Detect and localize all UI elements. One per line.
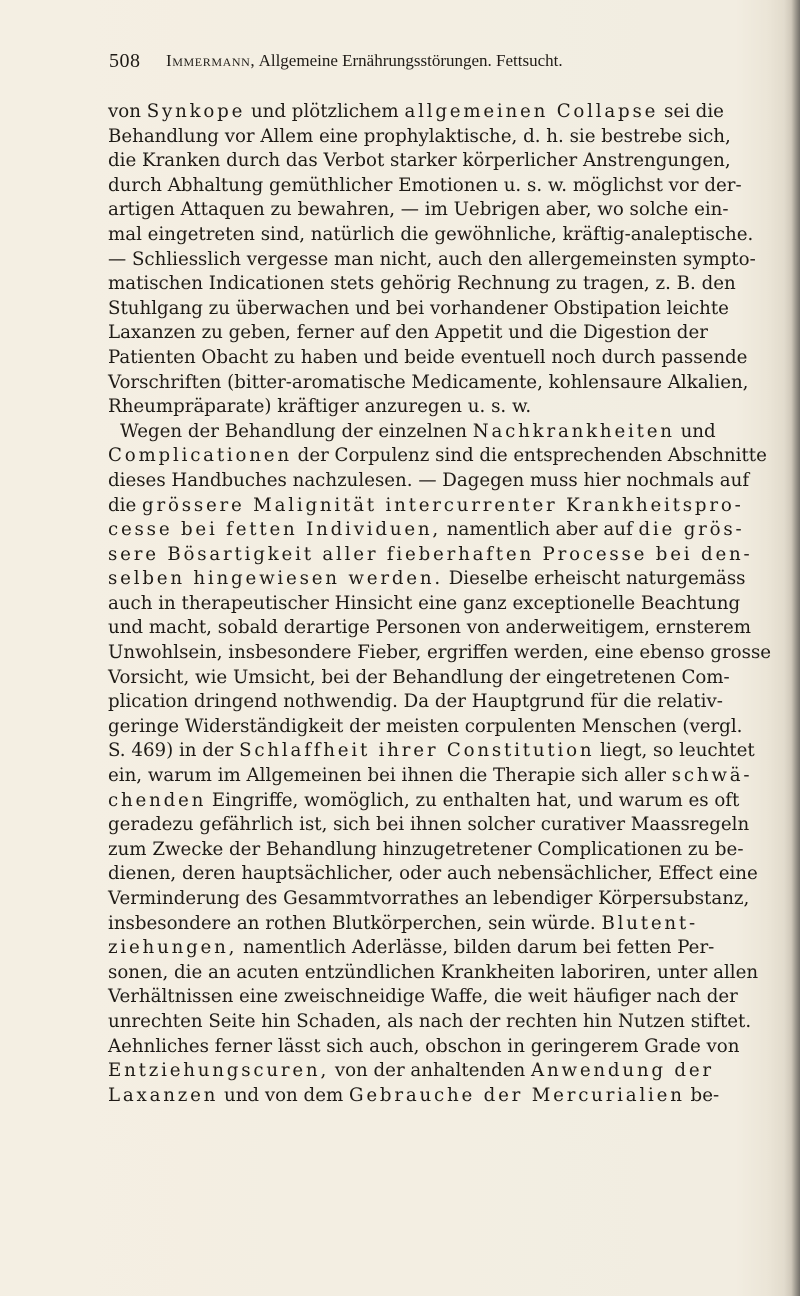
text-segment: der Corpulenz sind die entsprechenden Abschnitte — [291, 445, 767, 467]
spaced-emphasis-text: Entziehungscuren, — [108, 1060, 330, 1082]
text-line — [108, 321, 708, 346]
text-line — [108, 1059, 714, 1084]
text-segment: auch in therapeutischer Hinsicht eine ganz exceptionelle Beachtung — [108, 592, 741, 614]
text-segment: und plötzlichem — [245, 101, 405, 122]
text-segment: Vorschriften (bitter-aromatische Medicamente, kohlensaure Alkalien, — [108, 371, 749, 393]
running-title — [166, 51, 563, 71]
text-segment: — Schliesslich vergesse man nicht, auch den allergemeinsten sympto- — [108, 248, 756, 270]
text-line — [108, 223, 754, 248]
text-line — [108, 789, 740, 814]
spaced-emphasis-text: Schlaffheit ihrer Constitution — [239, 740, 595, 762]
text-segment: Wegen der Behandlung der einzelnen — [120, 420, 473, 442]
running-title-author: Immermann, — [166, 51, 256, 70]
text-line — [108, 641, 772, 666]
text-segment: die — [108, 494, 143, 516]
text-line — [108, 813, 750, 838]
text-segment: Dieselbe erheischt naturgemäss — [442, 568, 746, 590]
spaced-emphasis-text: Blutent- — [601, 912, 698, 934]
text-line — [108, 371, 749, 396]
text-line — [108, 198, 729, 223]
text-segment: artigen Attaquen zu bewahren, — im Uebrigen aber, wo solche ein- — [108, 199, 729, 221]
text-segment: mal eingetreten sind, natürlich die gewöhnliche, kräftig-analeptische. — [108, 223, 754, 245]
text-segment: be- — [684, 1084, 720, 1106]
text-segment: dienen, deren hauptsächlicher, oder auch nebensächlicher, Effect eine — [108, 863, 758, 885]
text-segment: geringe Widerständigkeit der meisten corpulenten Menschen (vergl. — [108, 715, 743, 737]
text-line — [108, 494, 744, 519]
text-segment: namentlich Aderlässe, bilden darum bei fetten Per- — [237, 937, 715, 959]
text-segment: S. 469) in der — [108, 740, 240, 762]
text-segment: Aehnliches ferner lässt sich auch, obschon in geringerem Grade von — [108, 1035, 740, 1057]
spaced-emphasis-text: Anwendung der — [531, 1060, 714, 1082]
text-line — [108, 567, 746, 592]
text-segment: ein, warum im Allgemeinen bei ihnen die Therapie sich aller — [108, 765, 672, 787]
text-segment: namentlich aber auf — [441, 519, 639, 541]
spaced-emphasis-text: Nachkrankheiten — [472, 420, 675, 442]
spaced-emphasis-text: grössere Malignität intercurrenter Krankheitspro- — [142, 494, 744, 516]
body-text — [108, 100, 772, 1108]
text-line — [108, 690, 723, 715]
page-number: 508 — [109, 50, 141, 72]
spaced-emphasis-text: cesse bei fetten Individuen, — [108, 519, 441, 541]
text-segment: insbesondere an rothen Blutkörperchen, sein würde. — [108, 912, 602, 934]
text-line — [108, 739, 755, 764]
text-segment: Patienten Obacht zu haben und beide eventuell noch durch passende — [108, 346, 748, 368]
text-line — [108, 297, 729, 322]
page-header — [0, 50, 800, 80]
text-segment: liegt, so leuchtet — [594, 740, 755, 762]
text-segment: Stuhlgang zu überwachen und bei vorhandener Obstipation leichte — [108, 297, 729, 319]
text-segment: Eingriffe, womöglich, zu enthalten hat, und warum es oft — [206, 789, 740, 811]
text-segment: Rheumpräparate) kräftiger anzuregen u. s. w. — [108, 396, 532, 418]
text-line — [108, 1084, 720, 1109]
page-edge-shadow — [784, 0, 800, 1296]
text-line — [108, 125, 731, 150]
text-line — [108, 936, 715, 961]
text-segment: Verminderung des Gesammtvorrathes an lebendiger Körpersubstanz, — [108, 888, 750, 909]
spaced-emphasis-text: ziehungen, — [108, 937, 238, 959]
text-line — [108, 838, 744, 863]
text-segment: durch Abhaltung gemüthlicher Emotionen u. s. w. möglichst vor der- — [108, 174, 742, 196]
text-line — [108, 887, 750, 912]
spaced-emphasis-text: selben hingewiesen werden. — [108, 568, 443, 590]
text-line — [108, 1035, 740, 1060]
text-line — [108, 149, 731, 174]
text-segment: matischen Indicationen stets gehörig Rechnung zu tragen, z. B. den — [108, 273, 736, 295]
text-segment: die Kranken durch das Verbot starker körperlicher Anstrengungen, — [108, 150, 731, 172]
spaced-emphasis-text: Laxanzen — [108, 1084, 219, 1106]
text-line — [108, 469, 750, 494]
text-line — [108, 272, 736, 297]
text-line — [108, 518, 745, 543]
text-segment: Unwohlsein, insbesondere Fieber, ergriffen werden, eine ebenso grosse — [108, 642, 772, 664]
text-line — [108, 543, 753, 568]
spaced-emphasis-text: die grös- — [638, 519, 745, 541]
text-line — [108, 346, 748, 371]
text-line — [108, 985, 738, 1010]
spaced-emphasis-text: Gebrauche der Mercurialien — [349, 1084, 685, 1106]
text-segment: von der anhaltenden — [329, 1060, 532, 1082]
text-segment: zum Zwecke der Behandlung hinzugetretener Complicationen zu be- — [108, 838, 744, 860]
text-segment: sei die — [658, 101, 724, 122]
text-line — [108, 420, 716, 445]
text-line — [108, 100, 724, 125]
running-title-text: Allgemeine Ernährungsstörungen. Fettsucht. — [258, 51, 563, 70]
spaced-emphasis-text: Complicationen — [108, 445, 292, 467]
text-segment: von — [108, 101, 147, 122]
text-segment: plication dringend nothwendig. Da der Hauptgrund für die relativ- — [108, 691, 723, 713]
text-line — [108, 395, 646, 420]
text-segment: Vorsicht, wie Umsicht, bei der Behandlung der eingetretenen Com- — [108, 666, 730, 688]
text-segment: dieses Handbuches nachzulesen. — Dagegen muss hier nochmals auf — [108, 469, 750, 491]
spaced-emphasis-text: schwä- — [671, 765, 753, 787]
text-segment: Laxanzen zu geben, ferner auf den Appetit und die Digestion der — [108, 322, 708, 344]
text-line — [108, 862, 758, 887]
text-segment: und macht, sobald derartige Personen von anderweitigem, ernsterem — [108, 617, 751, 639]
text-segment: und — [674, 420, 716, 442]
spaced-emphasis-text: Synkope — [146, 101, 246, 122]
text-line — [108, 666, 730, 691]
text-segment: unrechten Seite hin Schaden, als nach der rechten hin Nutzen stiftet. — [108, 1010, 752, 1032]
text-line — [108, 715, 743, 740]
text-line — [108, 912, 698, 937]
text-line — [108, 764, 753, 789]
text-segment: geradezu gefährlich ist, sich bei ihnen solcher curativer Maassregeln — [108, 814, 750, 836]
text-line — [108, 616, 751, 641]
text-line — [108, 961, 759, 986]
spaced-emphasis-text: allgemeinen Collapse — [404, 101, 659, 122]
text-segment: und von dem — [218, 1084, 349, 1106]
text-segment: Verhältnissen eine zweischneidige Waffe, die weit häufiger nach der — [108, 986, 738, 1008]
text-line — [108, 1010, 752, 1035]
spaced-emphasis-text: chenden — [108, 789, 207, 811]
spaced-emphasis-text: sere Bösartigkeit aller fieberhaften Processe bei den- — [108, 543, 753, 565]
text-line — [108, 174, 742, 199]
text-line — [108, 444, 767, 469]
text-line — [108, 592, 741, 617]
text-segment: Behandlung vor Allem eine prophylaktische, d. h. sie bestrebe sich, — [108, 125, 731, 147]
text-line — [108, 248, 756, 273]
text-segment: sonen, die an acuten entzündlichen Krankheiten laboriren, unter allen — [108, 961, 759, 983]
